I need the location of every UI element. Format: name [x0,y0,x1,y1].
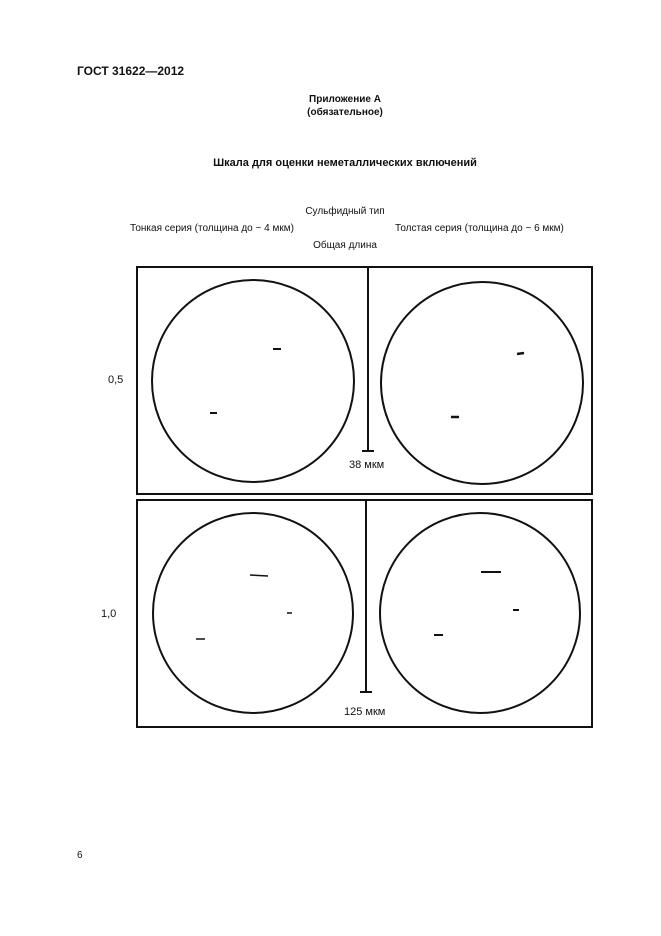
field-circle-thin-1 [152,280,354,482]
figure-title: Шкала для оценки неметаллических включений [213,157,477,169]
row-level-label-1: 0,5 [108,374,124,386]
inclusion-mark [250,575,268,576]
scale-label-1: 38 мкм [349,459,385,471]
appendix-status: (обязательное) [307,107,383,118]
inclusion-type-label: Сульфидный тип [305,206,385,217]
row-level-label-2: 1,0 [101,608,117,620]
field-circle-thick-2 [380,513,580,713]
total-length-label: Общая длина [313,240,377,251]
document-code: ГОСТ 31622—2012 [77,64,185,78]
appendix-title: Приложение А [309,94,381,105]
page-number: 6 [77,850,83,861]
thin-series-label: Тонкая серия (толщина до ~ 4 мкм) [130,223,294,234]
inclusion-mark [517,353,524,354]
thick-series-label: Толстая серия (толщина до ~ 6 мкм) [395,223,564,234]
scale-label-2: 125 мкм [344,706,386,718]
field-circle-thin-2 [153,513,353,713]
field-circle-thick-1 [381,282,583,484]
